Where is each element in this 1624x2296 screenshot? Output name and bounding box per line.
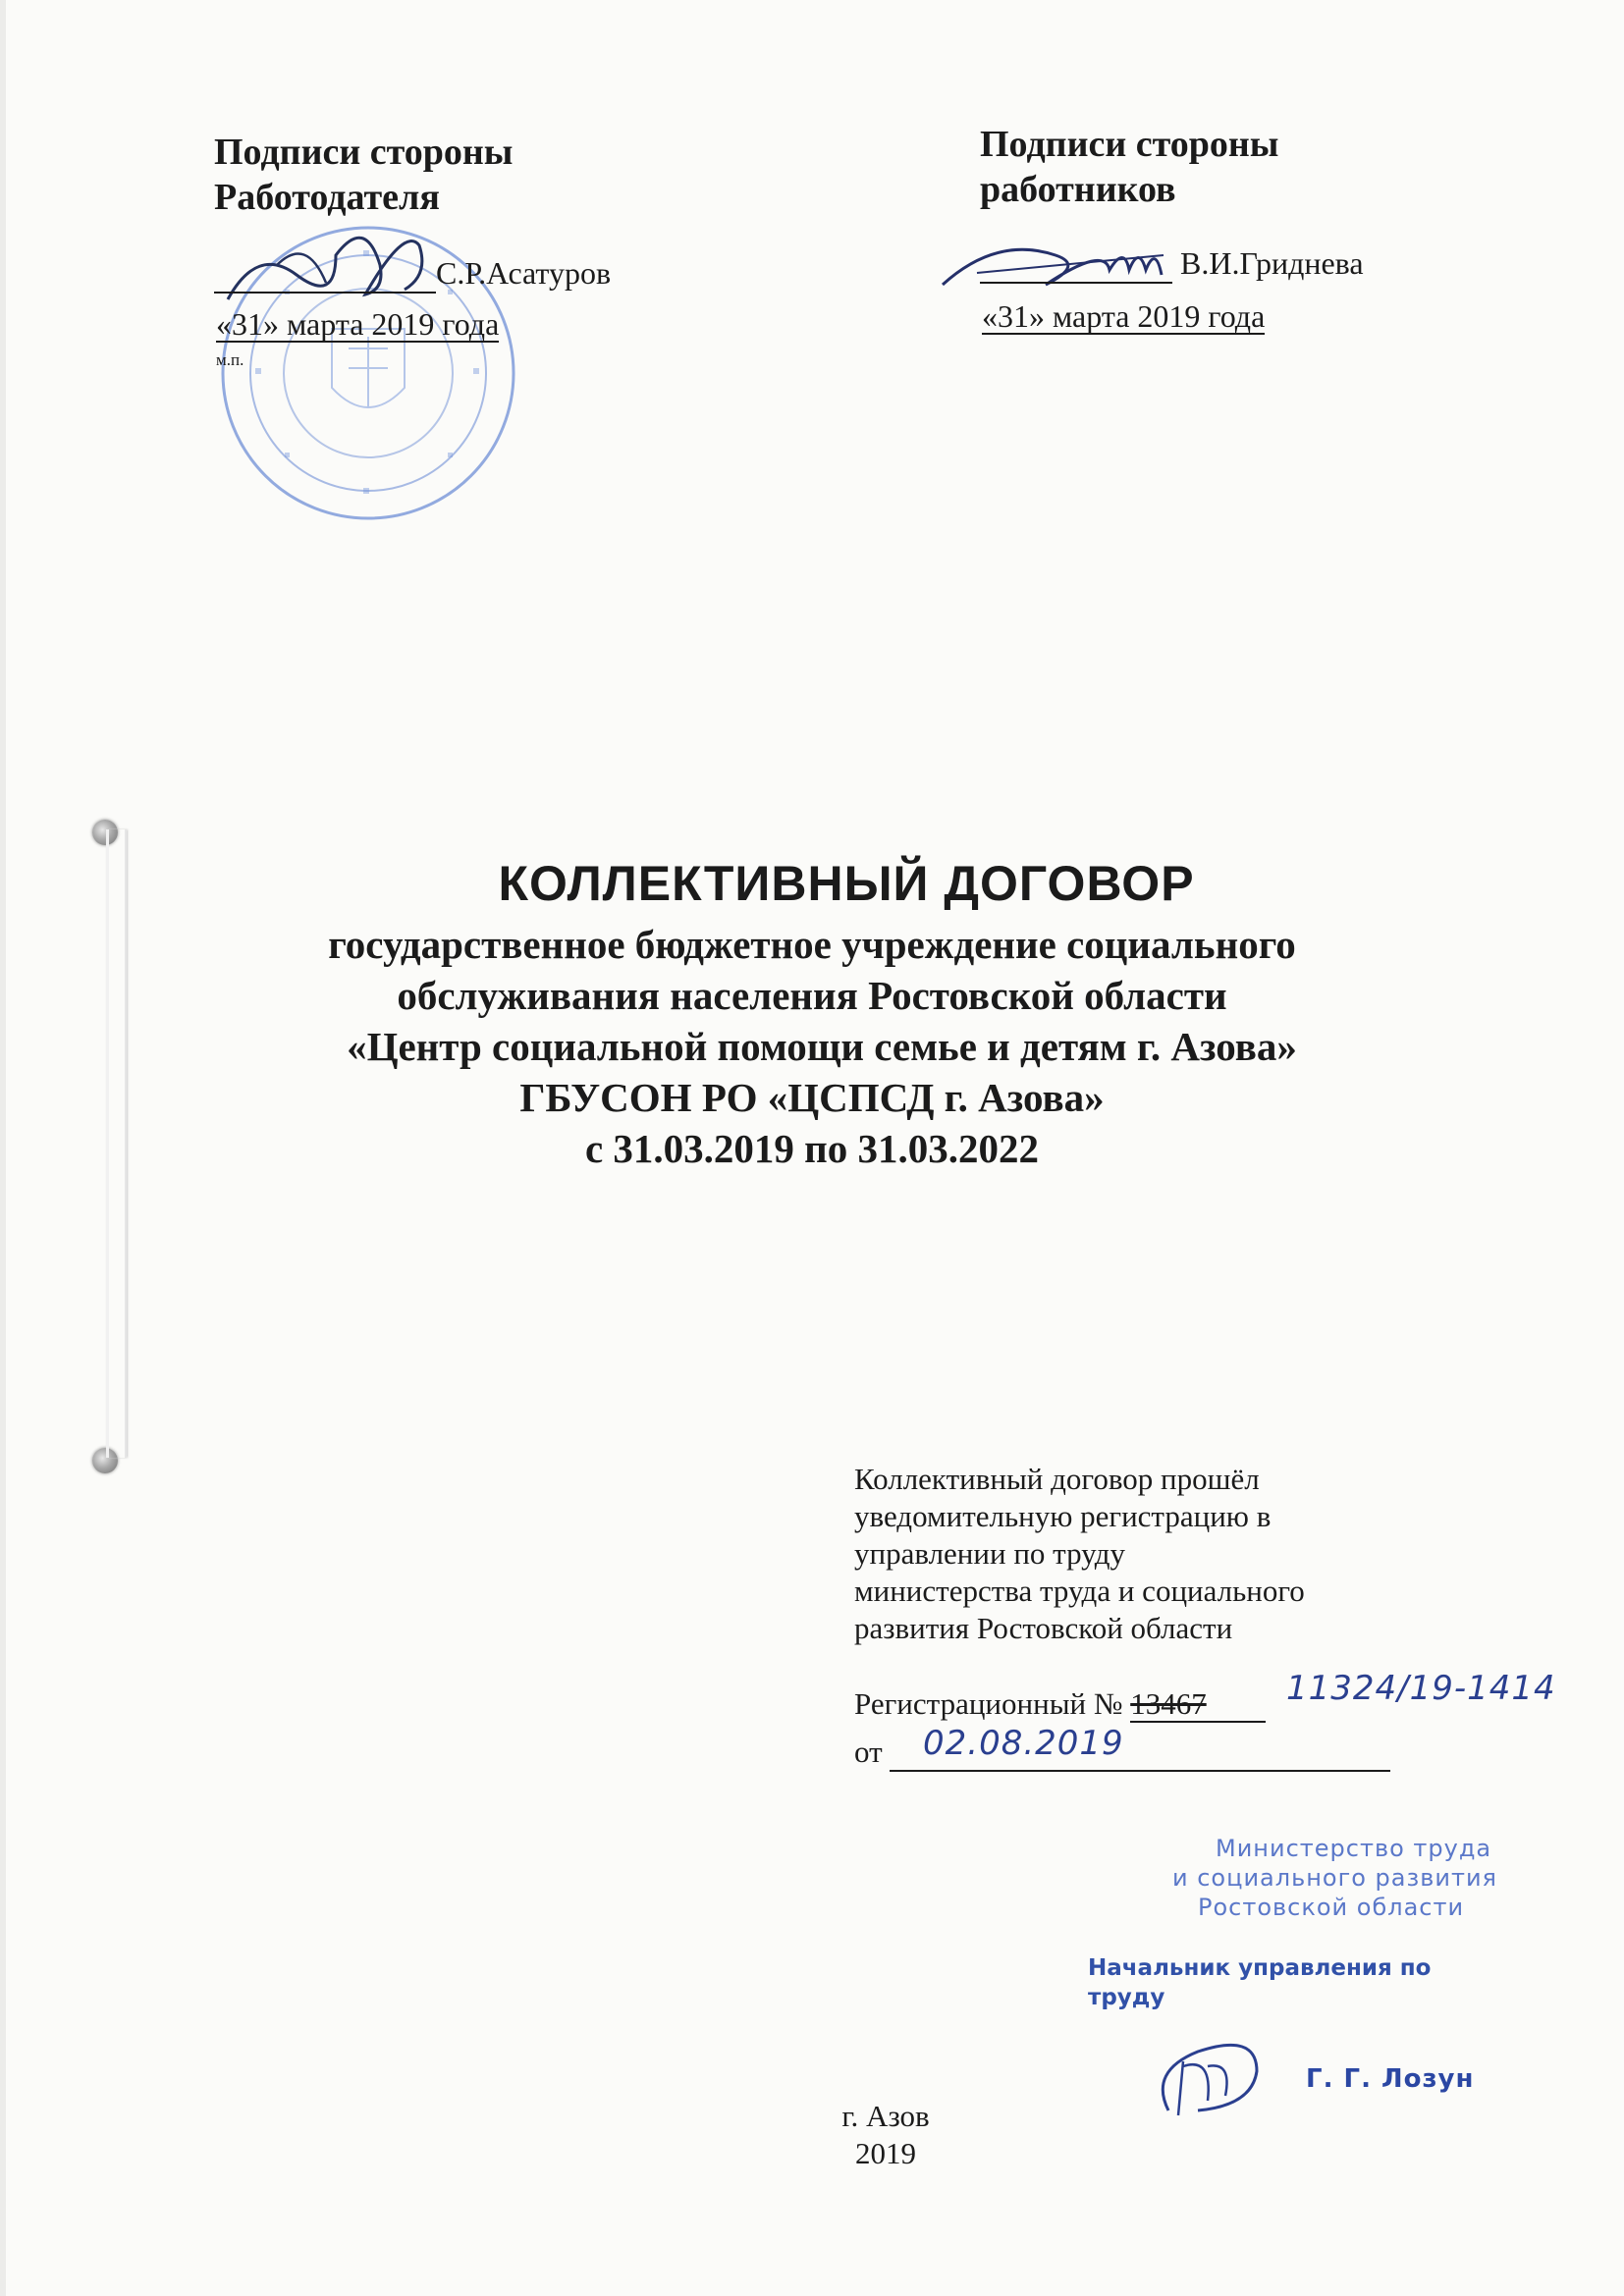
ministry-stamp-line-3: Ростовской области: [1198, 1894, 1465, 1921]
registration-line-4: министерства труда и социального: [854, 1574, 1305, 1608]
registration-date-label: от: [854, 1735, 883, 1769]
employer-heading-line1: Подписи стороны: [214, 132, 514, 173]
registration-handwritten-number: 11324/19-1414: [1286, 1669, 1556, 1708]
head-stamp-name: Г. Г. Лозун: [1306, 2064, 1475, 2094]
employer-signature-line: [214, 255, 611, 294]
title-line-4: ГБУСОН РО «ЦСПСД г. Азова»: [519, 1075, 1105, 1120]
employee-heading-line2: работников: [980, 169, 1176, 210]
registration-number-row: [854, 1686, 1266, 1722]
ministry-stamp-line-2: и социального развития: [1172, 1864, 1497, 1892]
employee-signature-block: [980, 122, 1278, 212]
employee-date: «31» марта 2019 года: [982, 298, 1266, 334]
document-main-title: КОЛЛЕКТИВНЫЙ ДОГОВОР: [498, 856, 1195, 911]
registration-note: [854, 1461, 1305, 1647]
registration-handwritten-date: 02.08.2019: [923, 1724, 1124, 1763]
footer-place: [0, 2098, 1624, 2172]
head-stamp-line-2: труду: [1088, 1985, 1165, 2010]
registration-number-label: Регистрационный №: [854, 1686, 1123, 1721]
employee-signer-name: В.И.Гриднева: [1180, 245, 1364, 281]
registration-line-2: уведомительную регистрацию в: [854, 1499, 1272, 1533]
ministry-stamp: [1139, 1834, 1497, 1922]
title-line-3: «Центр социальной помощи семье и детям г. Азова»: [347, 1024, 1297, 1069]
employer-signature-blank: [214, 255, 436, 294]
title-line-2: обслуживания населения Ростовской области: [397, 973, 1227, 1018]
document-title-block: [0, 854, 1624, 1174]
employer-date: «31» марта 2019 года: [216, 306, 500, 342]
employee-signature-line: [980, 245, 1364, 284]
head-stamp-line-1: Начальник управления по: [1088, 1955, 1432, 1981]
employer-seal-mark: м.п.: [216, 350, 244, 369]
employer-heading-line2: Работодателя: [214, 177, 440, 218]
registration-line-1: Коллективный договор прошёл: [854, 1462, 1260, 1496]
employee-signature-blank: [980, 245, 1172, 284]
head-of-department-stamp: [1088, 1953, 1431, 2012]
footer-city: г. Азов: [841, 2099, 930, 2133]
employer-signer-name: С.Р.Асатуров: [436, 255, 612, 291]
registration-line-5: развития Ростовской области: [854, 1611, 1233, 1645]
ministry-stamp-line-1: Министерство труда: [1216, 1835, 1492, 1862]
contract-period: с 31.03.2019 по 31.03.2022: [584, 1126, 1040, 1171]
employee-heading-line1: Подписи стороны: [980, 124, 1279, 165]
registration-printed-number: 13467: [1130, 1686, 1266, 1723]
footer-year: 2019: [855, 2136, 916, 2170]
title-line-1: государственное бюджетное учреждение социального: [328, 922, 1296, 967]
registration-line-3: управлении по труду: [854, 1536, 1126, 1571]
